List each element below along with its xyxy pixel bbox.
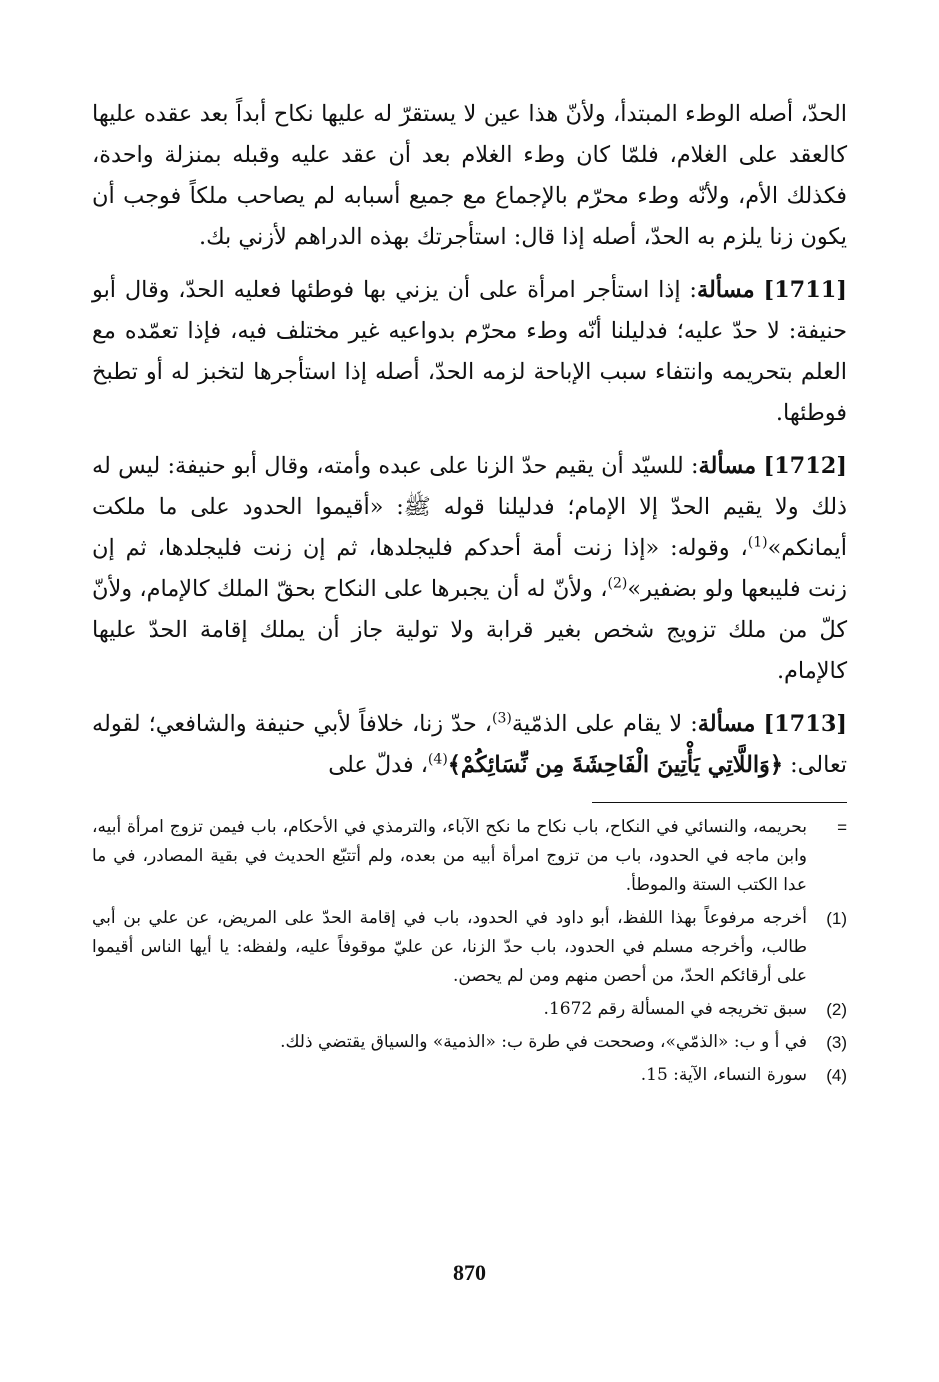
issue-text: ، وقوله: «إذا زنت أمة أحدكم فليجلدها، ثم إن زنت فليجلدها، ثم إن زنت فليبعها ولو بضفير» <box>92 535 847 602</box>
footnote-text: في أ و ب: «الذمّي»، وصححت في طرة ب: «الذمية» والسياق يقتضي ذلك. <box>280 1032 807 1052</box>
footnote-4 <box>92 1061 847 1090</box>
footnote-1 <box>92 904 847 991</box>
paragraph-continuation: الحدّ، أصله الوطء المبتدأ، ولأنّ هذا عين لا يستقرّ له عليها نكاح أبداً بعد عقده عليها كالعقد على الغلام، فلمّا كان وطء الغلام بعد أن عقد عليه وقبله بمنزلة واحدة، فكذلك الأم، ولأنّه وطء محرّم بالإجماع مع جميع أسبابه لم يصاحب ملكاً فوجب أن يكون زنا يلزم به الحدّ، أصله إذا قال: استأجرتك بهذه الدراهم لأزني بك. <box>92 101 847 250</box>
issue-number: [1713] <box>763 711 848 737</box>
footnote-ref: (3) <box>492 710 512 727</box>
footnote-ref: (2) <box>607 575 628 592</box>
footnote-text: بحريمه، والنسائي في النكاح، باب نكاح ما نكح الآباء، والترمذي في الأحكام، باب فيمن تزوج امرأة أبيه، وابن ماجه في الحدود، باب من تزوج امرأة أبيه من بعده، ولم أتتبّع الحديث في بقية المصادر، في ما عدا الكتب الستة والموطأ. <box>92 817 807 895</box>
issue-1711 <box>92 270 847 434</box>
issue-text: ، حدّ زنا، خلافاً لأبي حنيفة والشافعي؛ لقوله تعالى: <box>92 711 847 778</box>
main-text <box>92 94 847 786</box>
footnote-2 <box>92 995 847 1024</box>
footnote-mark: (4) <box>826 1066 847 1085</box>
footnote-continuation <box>92 813 847 900</box>
page-number: 870 <box>453 1260 486 1285</box>
issue-1713 <box>92 704 847 786</box>
quran-verse: ﴿وَاللَّاتِي يَأْتِينَ الْفَاحِشَةَ مِن نِّسَائِكُمْ﴾ <box>447 752 783 778</box>
footnote-text: أخرجه مرفوعاً بهذا اللفظ، أبو داود في الحدود، باب في إقامة الحدّ على المريض، عن علي بن أبي طالب، وأخرجه مسلم في الحدود، باب حدّ الزنا، عن عليّ موقوفاً عليه، ولفظه: يا أيها الناس أقيموا على أرقائكم الحدّ، من أحصن منهم ومن لم يحصن. <box>92 908 807 986</box>
footnote-mark: (1) <box>826 909 847 928</box>
book-page <box>92 94 847 1382</box>
issue-text: : للسيّد أن يقيم حدّ الزنا على عبده وأمته، وقال أبو حنيفة: ليس له ذلك ولا يقيم الحدّ إلا الإمام؛ فدليلنا قوله ﷺ: «أقيموا الحدود على ما ملكت أيمانكم» <box>92 453 847 561</box>
issue-word: مسألة <box>698 453 757 479</box>
footnote-mark: (3) <box>826 1033 847 1052</box>
footnote-text: سورة النساء، الآية: 15. <box>640 1065 807 1085</box>
footnote-ref: (1) <box>747 534 768 551</box>
issue-number: [1712] <box>763 453 847 479</box>
issue-word: مسألة <box>696 277 755 303</box>
issue-text: ، فدلّ على <box>328 752 428 778</box>
issue-text: : لا يقام على الذمّية <box>511 711 698 737</box>
footnote-separator <box>592 802 847 803</box>
footnote-text: سبق تخريجه في المسألة رقم 1672. <box>543 999 807 1019</box>
footnote-mark: (2) <box>826 1000 847 1019</box>
issue-text: ، ولأنّ له أن يجبرها على النكاح بحقّ الملك كالإمام، ولأنّ كلّ من ملك تزويج شخص بغير قرابة ولا تولية جاز أن يملك إقامة الحدّ عليها كالإمام. <box>92 576 847 684</box>
footnote-ref: (4) <box>427 751 448 768</box>
footnotes <box>92 813 847 1090</box>
footnote-mark: = <box>837 818 847 837</box>
issue-text: : إذا استأجر امرأة على أن يزني بها فوطئها فعليه الحدّ، وقال أبو حنيفة: لا حدّ عليه؛ فدليلنا أنّه وطء محرّم بدواعيه غير مختلف فيه، فإذا تعمّده مع العلم بتحريمه وانتفاء سبب الإباحة لزمه الحدّ، أصله إذا استأجرها لتخبز له أو تطبخ فوطئها. <box>92 277 847 426</box>
issue-number: [1711] <box>763 277 847 303</box>
issue-word: مسألة <box>697 711 756 737</box>
issue-1712 <box>92 446 847 692</box>
footnote-3 <box>92 1028 847 1057</box>
